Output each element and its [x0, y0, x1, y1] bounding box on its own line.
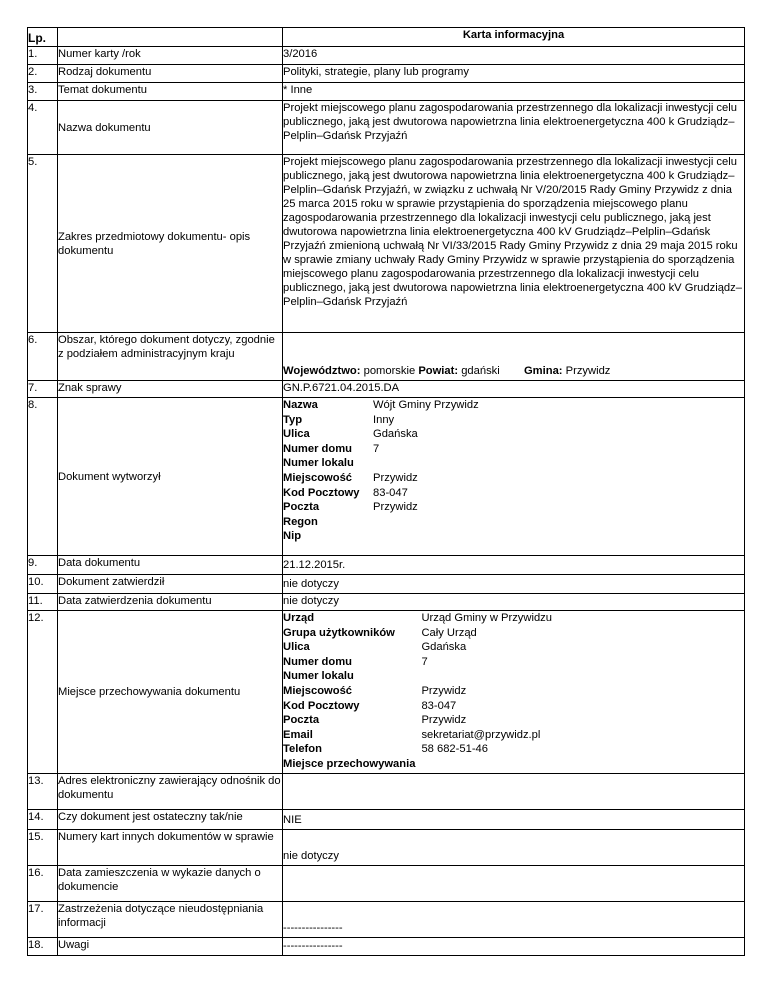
field-value: Przywidz: [373, 471, 418, 484]
field-row: [283, 757, 552, 772]
field-value: [373, 456, 479, 471]
table-row: [28, 902, 745, 938]
field-value: Inny: [373, 413, 395, 426]
table-row: [28, 575, 745, 594]
row-number: 3.: [28, 83, 58, 101]
row-value: [283, 774, 745, 810]
field-row: [283, 427, 479, 442]
row-value: Polityki, strategie, plany lub programy: [283, 65, 745, 83]
table-row: [28, 65, 745, 83]
table-row: [28, 398, 745, 556]
commune-value: Przywidz: [565, 365, 611, 377]
field-value: [421, 669, 552, 684]
field-row: [283, 413, 479, 428]
field-key: Poczta: [283, 714, 320, 727]
row-label: Data zatwierdzenia dokumentu: [58, 594, 283, 611]
row-number: 15.: [28, 830, 58, 866]
field-row: [283, 486, 479, 501]
row-value: [283, 333, 745, 381]
table-row: [28, 810, 745, 830]
row-value: nie dotyczy: [283, 575, 745, 594]
table-row: [28, 101, 745, 155]
field-row: [283, 713, 552, 728]
row-label: Znak sprawy: [58, 381, 283, 398]
commune-label: Gmina:: [523, 365, 563, 377]
table-row: [28, 866, 745, 902]
field-key: Ulica: [283, 641, 310, 654]
field-row: [283, 515, 479, 530]
field-key: Kod Pocztowy: [283, 486, 360, 499]
field-row: [283, 500, 479, 515]
table-row: [28, 774, 745, 810]
field-value: Gdańska: [373, 428, 418, 441]
row-number: 11.: [28, 594, 58, 611]
field-row: [283, 669, 552, 684]
field-value: 58 682-51-46: [421, 743, 488, 756]
row-number: 18.: [28, 938, 58, 956]
field-value: Gdańska: [421, 641, 467, 654]
field-key: Miejscowość: [283, 684, 353, 697]
field-row: [283, 626, 552, 641]
voivodeship-label: Województwo:: [283, 365, 361, 377]
row-label: Miejsce przechowywania dokumentu: [58, 611, 283, 774]
field-key: Regon: [283, 515, 318, 528]
row-label: Uwagi: [58, 938, 283, 956]
field-row: [283, 471, 479, 486]
field-row: [283, 655, 552, 670]
row-label: Zakres przedmiotowy dokumentu- opis dokumentu: [58, 155, 283, 333]
field-key: Nazwa: [283, 399, 318, 411]
row-number: 10.: [28, 575, 58, 594]
row-value: ----------------: [283, 938, 745, 956]
row-label: Obszar, którego dokument dotyczy, zgodnie z podziałem administracyjnym kraju: [58, 333, 283, 381]
row-number: 7.: [28, 381, 58, 398]
table-row: [28, 381, 745, 398]
header-row: [28, 28, 745, 47]
row-value: [283, 398, 745, 556]
field-key: Urząd: [283, 612, 315, 624]
table-row: [28, 155, 745, 333]
row-label: Data dokumentu: [58, 556, 283, 575]
field-key: Kod Pocztowy: [283, 699, 360, 712]
row-value: 21.12.2015r.: [283, 556, 745, 575]
field-row: [283, 742, 552, 757]
row-value: ----------------: [283, 902, 745, 938]
voivodeship-value: pomorskie: [363, 365, 416, 377]
field-key: Nip: [283, 530, 302, 543]
field-key: Numer lokalu: [283, 670, 354, 683]
row-number: 5.: [28, 155, 58, 333]
row-label: Numer karty /rok: [58, 47, 283, 65]
field-value: Cały Urząd: [421, 626, 477, 639]
row-value: NIE: [283, 810, 745, 830]
field-key: Ulica: [283, 428, 310, 441]
row-value: Projekt miejscowego planu zagospodarowania przestrzennego dla lokalizacji inwestycji celu publicznego, jaką jest dwutorowa napowietrzna linia elektroenergetyczna 400 k Grudziądz–Pelplin–Gdańsk Przyjaźń: [283, 101, 745, 155]
row-number: 4.: [28, 101, 58, 155]
creator-fields: [283, 398, 479, 544]
county-label: Powiat:: [418, 365, 459, 377]
field-value: Przywidz: [373, 501, 418, 514]
table-row: [28, 830, 745, 866]
field-key: Miejsce przechowywania: [283, 757, 416, 770]
row-value: nie dotyczy: [283, 830, 745, 866]
row-number: 6.: [28, 333, 58, 381]
row-value: [283, 611, 745, 774]
table-row: [28, 333, 745, 381]
table-row: [28, 47, 745, 65]
row-label: Dokument zatwierdził: [58, 575, 283, 594]
row-label: Nazwa dokumentu: [58, 101, 283, 155]
table-row: [28, 594, 745, 611]
field-row: [283, 684, 552, 699]
row-number: 14.: [28, 810, 58, 830]
row-number: 9.: [28, 556, 58, 575]
row-value: [283, 866, 745, 902]
storage-fields: [283, 611, 552, 772]
row-label: Czy dokument jest ostateczny tak/nie: [58, 810, 283, 830]
table-row: [28, 611, 745, 774]
field-key: Grupa użytkowników: [283, 626, 395, 639]
row-label: Rodzaj dokumentu: [58, 65, 283, 83]
row-label: Adres elektroniczny zawierający odnośnik do dokumentu: [58, 774, 283, 810]
field-value: [421, 757, 552, 772]
field-row: [283, 529, 479, 544]
field-key: Telefon: [283, 743, 322, 756]
field-value: 83-047: [373, 486, 408, 499]
row-number: 1.: [28, 47, 58, 65]
field-value: sekretariat@przywidz.pl: [421, 728, 541, 741]
info-card-table: [27, 27, 745, 956]
field-row: [283, 728, 552, 743]
table-row: [28, 556, 745, 575]
field-key: Numer domu: [283, 442, 352, 455]
row-label: Zastrzeżenia dotyczące nieudostępniania informacji: [58, 902, 283, 938]
field-row: [283, 442, 479, 457]
header-spacer: [58, 28, 283, 47]
row-value: 3/2016: [283, 47, 745, 65]
card-title: Karta informacyjna: [283, 28, 745, 47]
field-row: [283, 456, 479, 471]
field-key: Numer lokalu: [283, 457, 354, 470]
field-value: Przywidz: [421, 684, 467, 697]
field-key: Email: [283, 728, 313, 741]
row-number: 17.: [28, 902, 58, 938]
field-value: 7: [421, 655, 428, 668]
row-label: Dokument wytworzył: [58, 398, 283, 556]
row-number: 2.: [28, 65, 58, 83]
field-row: [283, 640, 552, 655]
row-number: 8.: [28, 398, 58, 556]
field-key: Numer domu: [283, 655, 352, 668]
field-value: Urząd Gminy w Przywidzu: [421, 612, 552, 624]
row-label: Numery kart innych dokumentów w sprawie: [58, 830, 283, 866]
table-row: [28, 938, 745, 956]
field-row: [283, 611, 552, 626]
row-label: Temat dokumentu: [58, 83, 283, 101]
field-row: [283, 398, 479, 413]
lp-header: Lp.: [28, 28, 58, 47]
field-value: Przywidz: [421, 714, 467, 727]
field-key: Typ: [283, 413, 303, 426]
row-value: Projekt miejscowego planu zagospodarowania przestrzennego dla lokalizacji inwestycji celu publicznego, jaką jest dwutorowa napowietrzna linia elektroenergetyczna 400 k Grudziądz–Pelplin–Gdańsk Przyjaźń, w związku z uchwałą Nr V/20/2015 Rady Gminy Przywidz z dnia 25 marca 2015 roku w sprawie przystąpienia do sporządzenia miejscowego planu zagospodarowania przestrzennego dla lokalizacji inwestycji celu publicznego, jaką jest dwutorowa napowietrzna linia elektroenergetyczna 400 kV Grudziądz–Pelplin–Gdańsk Przyjaźń zmienioną uchwałą Nr VI/33/2015 Rady Gminy Przywidz z dnia 29 maja 2015 roku w sprawie zmiany uchwały Rady Gminy Przywidz w sprawie przystąpienia do sporządzenia miejscowego planu zagospodarowania przestrzennego dla lokalizacji inwestycji celu publicznego, jaką jest dwutorowa napowietrzna linia elektroenergetyczna 400 kV Grudziądz–Pelplin–Gdańsk Przyjaźń: [283, 155, 745, 333]
field-row: [283, 699, 552, 714]
row-number: 13.: [28, 774, 58, 810]
row-number: 16.: [28, 866, 58, 902]
field-value: 7: [373, 442, 380, 455]
row-number: 12.: [28, 611, 58, 774]
field-value: 83-047: [421, 699, 457, 712]
row-value: * Inne: [283, 83, 745, 101]
field-value: [373, 529, 479, 544]
row-value: nie dotyczy: [283, 594, 745, 611]
field-key: Miejscowość: [283, 471, 353, 484]
field-key: Poczta: [283, 501, 320, 514]
county-value: gdański: [461, 365, 500, 377]
row-value: GN.P.6721.04.2015.DA: [283, 381, 745, 398]
row-label: Data zamieszczenia w wykazie danych o dokumencie: [58, 866, 283, 902]
field-value: Wójt Gminy Przywidz: [373, 399, 479, 411]
table-row: [28, 83, 745, 101]
field-value: [373, 515, 479, 530]
